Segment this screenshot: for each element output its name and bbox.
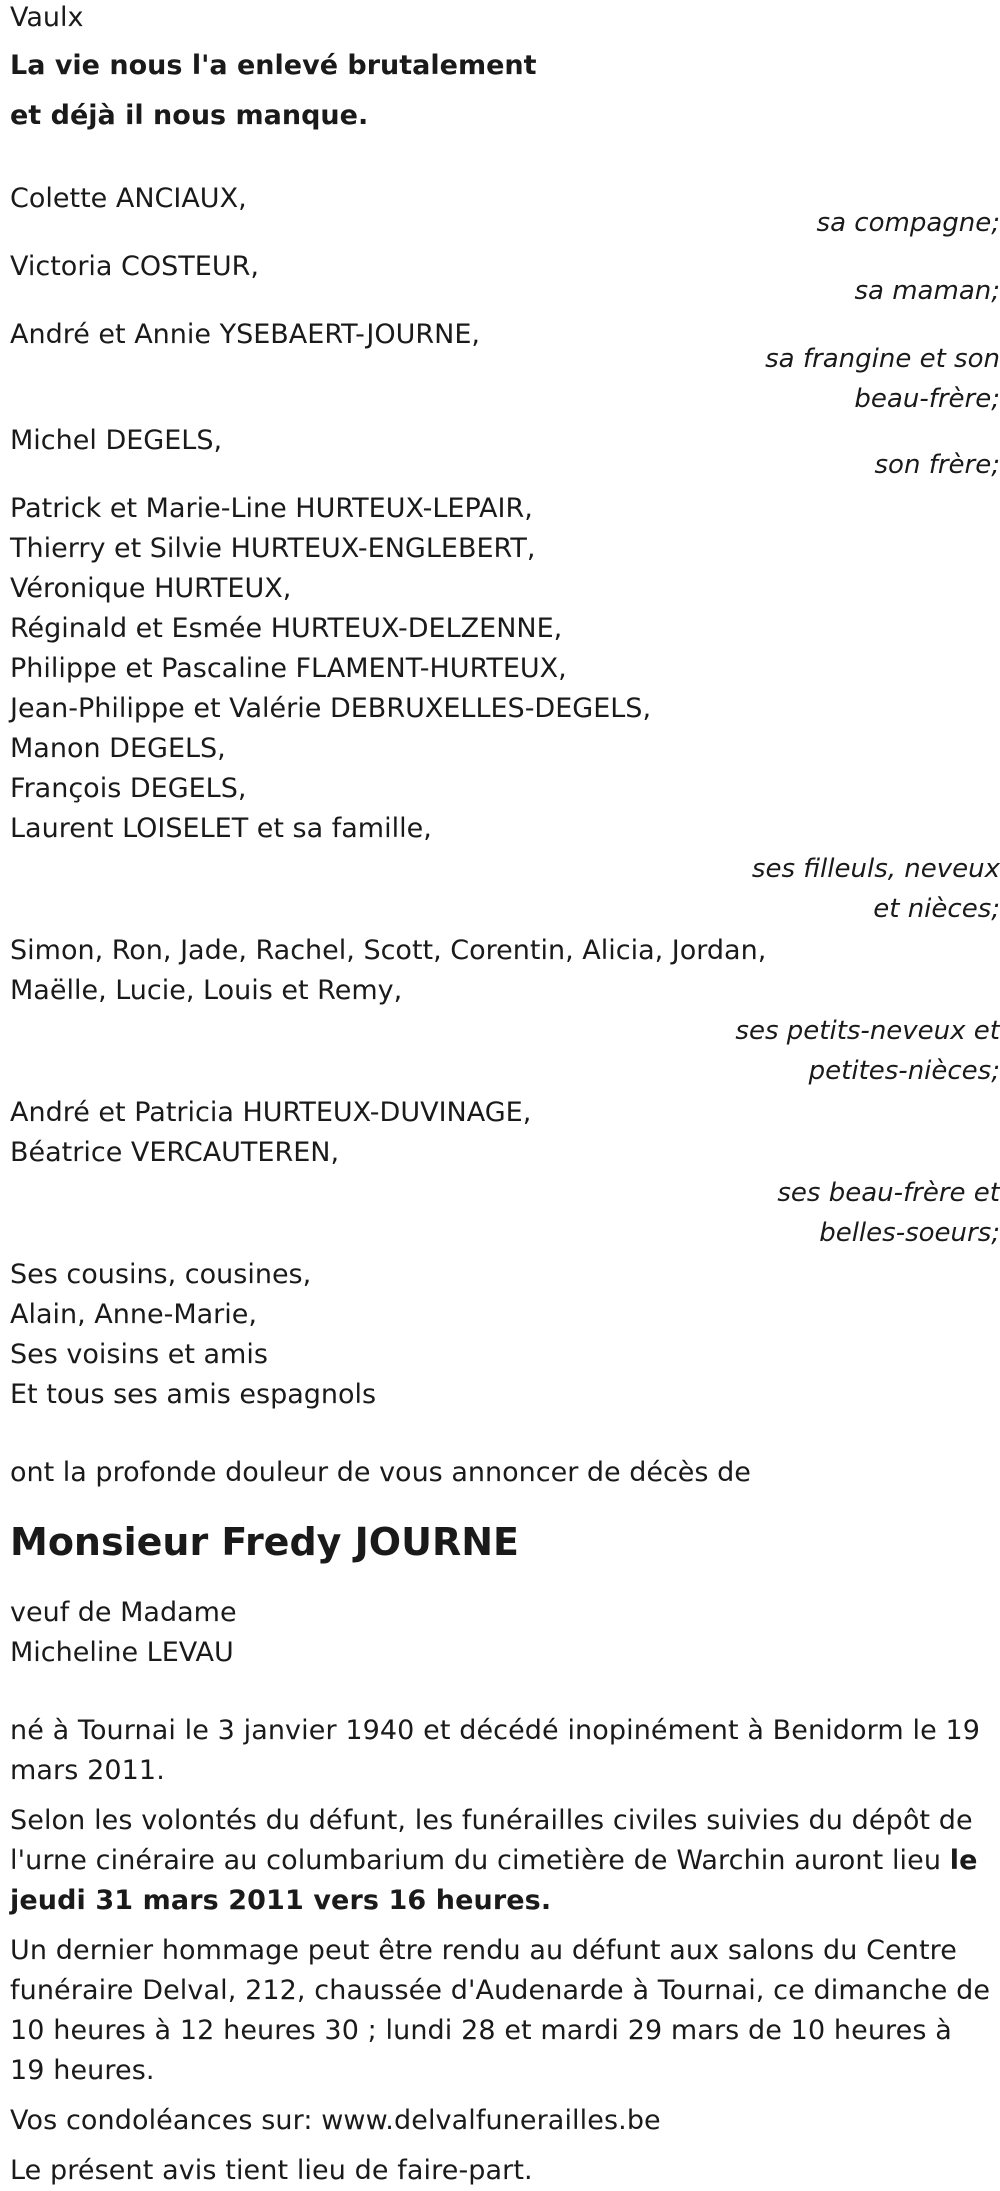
others-line: Ses cousins, cousines, bbox=[10, 1259, 312, 1290]
family-sister bbox=[10, 315, 1000, 419]
birth-death-text: né à Tournai le 3 janvier 1940 et décédé inopinément à Benidorm le 19 mars 2011. bbox=[10, 1715, 981, 1786]
header-quote bbox=[10, 41, 1000, 141]
place-name: Vaulx bbox=[10, 2, 84, 33]
announcement-text: ont la profonde douleur de vous annoncer de décès de bbox=[10, 1457, 751, 1488]
inlaws-role-line-2: belles-soeurs; bbox=[819, 1218, 1000, 1248]
companion-name: Colette ANCIAUX, bbox=[10, 183, 247, 214]
grandnephews-role-line-1: ses petits-neveux et bbox=[735, 1016, 1000, 1046]
others-line: Et tous ses amis espagnols bbox=[10, 1379, 377, 1410]
godchild-name: Thierry et Silvie HURTEUX-ENGLEBERT, bbox=[10, 533, 536, 564]
godchild-name: François DEGELS, bbox=[10, 773, 247, 804]
funeral-text: Selon les volontés du défunt, les funérailles civiles suivies du dépôt de l'urne cinéraire au columbarium du cimetière de Warchin auront lieu bbox=[10, 1805, 973, 1876]
sister-name: André et Annie YSEBAERT-JOURNE, bbox=[10, 319, 480, 350]
family-others bbox=[10, 1255, 1000, 1415]
godchild-name: Jean-Philippe et Valérie DEBRUXELLES-DEGELS, bbox=[10, 693, 652, 724]
godchild-name: Patrick et Marie-Line HURTEUX-LEPAIR, bbox=[10, 493, 533, 524]
brother-name: Michel DEGELS, bbox=[10, 425, 223, 456]
sister-role-line-1: sa frangine et son bbox=[765, 344, 1000, 374]
homage-paragraph: Un dernier hommage peut être rendu au défunt aux salons du Centre funéraire Delval, 212, chaussée d'Audenarde à Tournai, ce dimanche de 10 heures à 12 heures 30 ; lundi 28 et mardi 29 mars de 10 heures à 19 heures. bbox=[10, 1935, 991, 2086]
mother-name: Victoria COSTEUR, bbox=[10, 251, 259, 282]
godchild-name: Manon DEGELS, bbox=[10, 733, 226, 764]
family-inlaws bbox=[10, 1093, 1000, 1253]
inlaws-role-line-1: ses beau-frère et bbox=[777, 1178, 1000, 1208]
mother-role: sa maman; bbox=[854, 276, 1000, 306]
family-grandnephews bbox=[10, 931, 1000, 1091]
inlaw-name: André et Patricia HURTEUX-DUVINAGE, bbox=[10, 1097, 532, 1128]
header-quote-line-2: et déjà il nous manque. bbox=[10, 100, 369, 131]
godchild-name: Réginald et Esmée HURTEUX-DELZENNE, bbox=[10, 613, 563, 644]
family-mother bbox=[10, 247, 1000, 311]
family-brother bbox=[10, 421, 1000, 485]
godchild-name: Philippe et Pascaline FLAMENT-HURTEUX, bbox=[10, 653, 567, 684]
godchildren-role-line-2: et nièces; bbox=[873, 894, 1000, 924]
brother-role: son frère; bbox=[874, 450, 1000, 480]
funeral-date: le jeudi 31 mars 2011 vers 16 heures. bbox=[10, 1845, 978, 1916]
sister-role-line-2: beau-frère; bbox=[854, 384, 1000, 414]
others-line: Alain, Anne-Marie, bbox=[10, 1299, 257, 1330]
funeral-paragraph bbox=[10, 1801, 995, 1921]
companion-role: sa compagne; bbox=[816, 208, 1000, 238]
condolences-text: Vos condoléances sur: www.delvalfunerailles.be bbox=[10, 2105, 661, 2136]
godchildren-role-line-1: ses filleuls, neveux bbox=[751, 854, 1000, 884]
grandnephews-role-line-2: petites-nièces; bbox=[808, 1056, 1000, 1086]
family-godchildren bbox=[10, 489, 1000, 929]
grandnephews-names-line: Simon, Ron, Jade, Rachel, Scott, Corentin, Alicia, Jordan, bbox=[10, 935, 767, 966]
others-line: Ses voisins et amis bbox=[10, 1339, 268, 1370]
inlaw-name: Béatrice VERCAUTEREN, bbox=[10, 1137, 340, 1168]
notice-text: Le présent avis tient lieu de faire-part. bbox=[10, 2155, 533, 2186]
godchild-name: Laurent LOISELET et sa famille, bbox=[10, 813, 432, 844]
header-quote-line-1: La vie nous l'a enlevé brutalement bbox=[10, 50, 537, 81]
widower-line-1: veuf de Madame bbox=[10, 1597, 237, 1628]
godchild-name: Véronique HURTEUX, bbox=[10, 573, 292, 604]
grandnephews-names-line: Maëlle, Lucie, Louis et Remy, bbox=[10, 975, 403, 1006]
deceased-name: Monsieur Fredy JOURNE bbox=[10, 1520, 519, 1564]
widower-line-2: Micheline LEVAU bbox=[10, 1637, 234, 1668]
widower-block bbox=[10, 1593, 1000, 1673]
family-companion bbox=[10, 179, 1000, 243]
